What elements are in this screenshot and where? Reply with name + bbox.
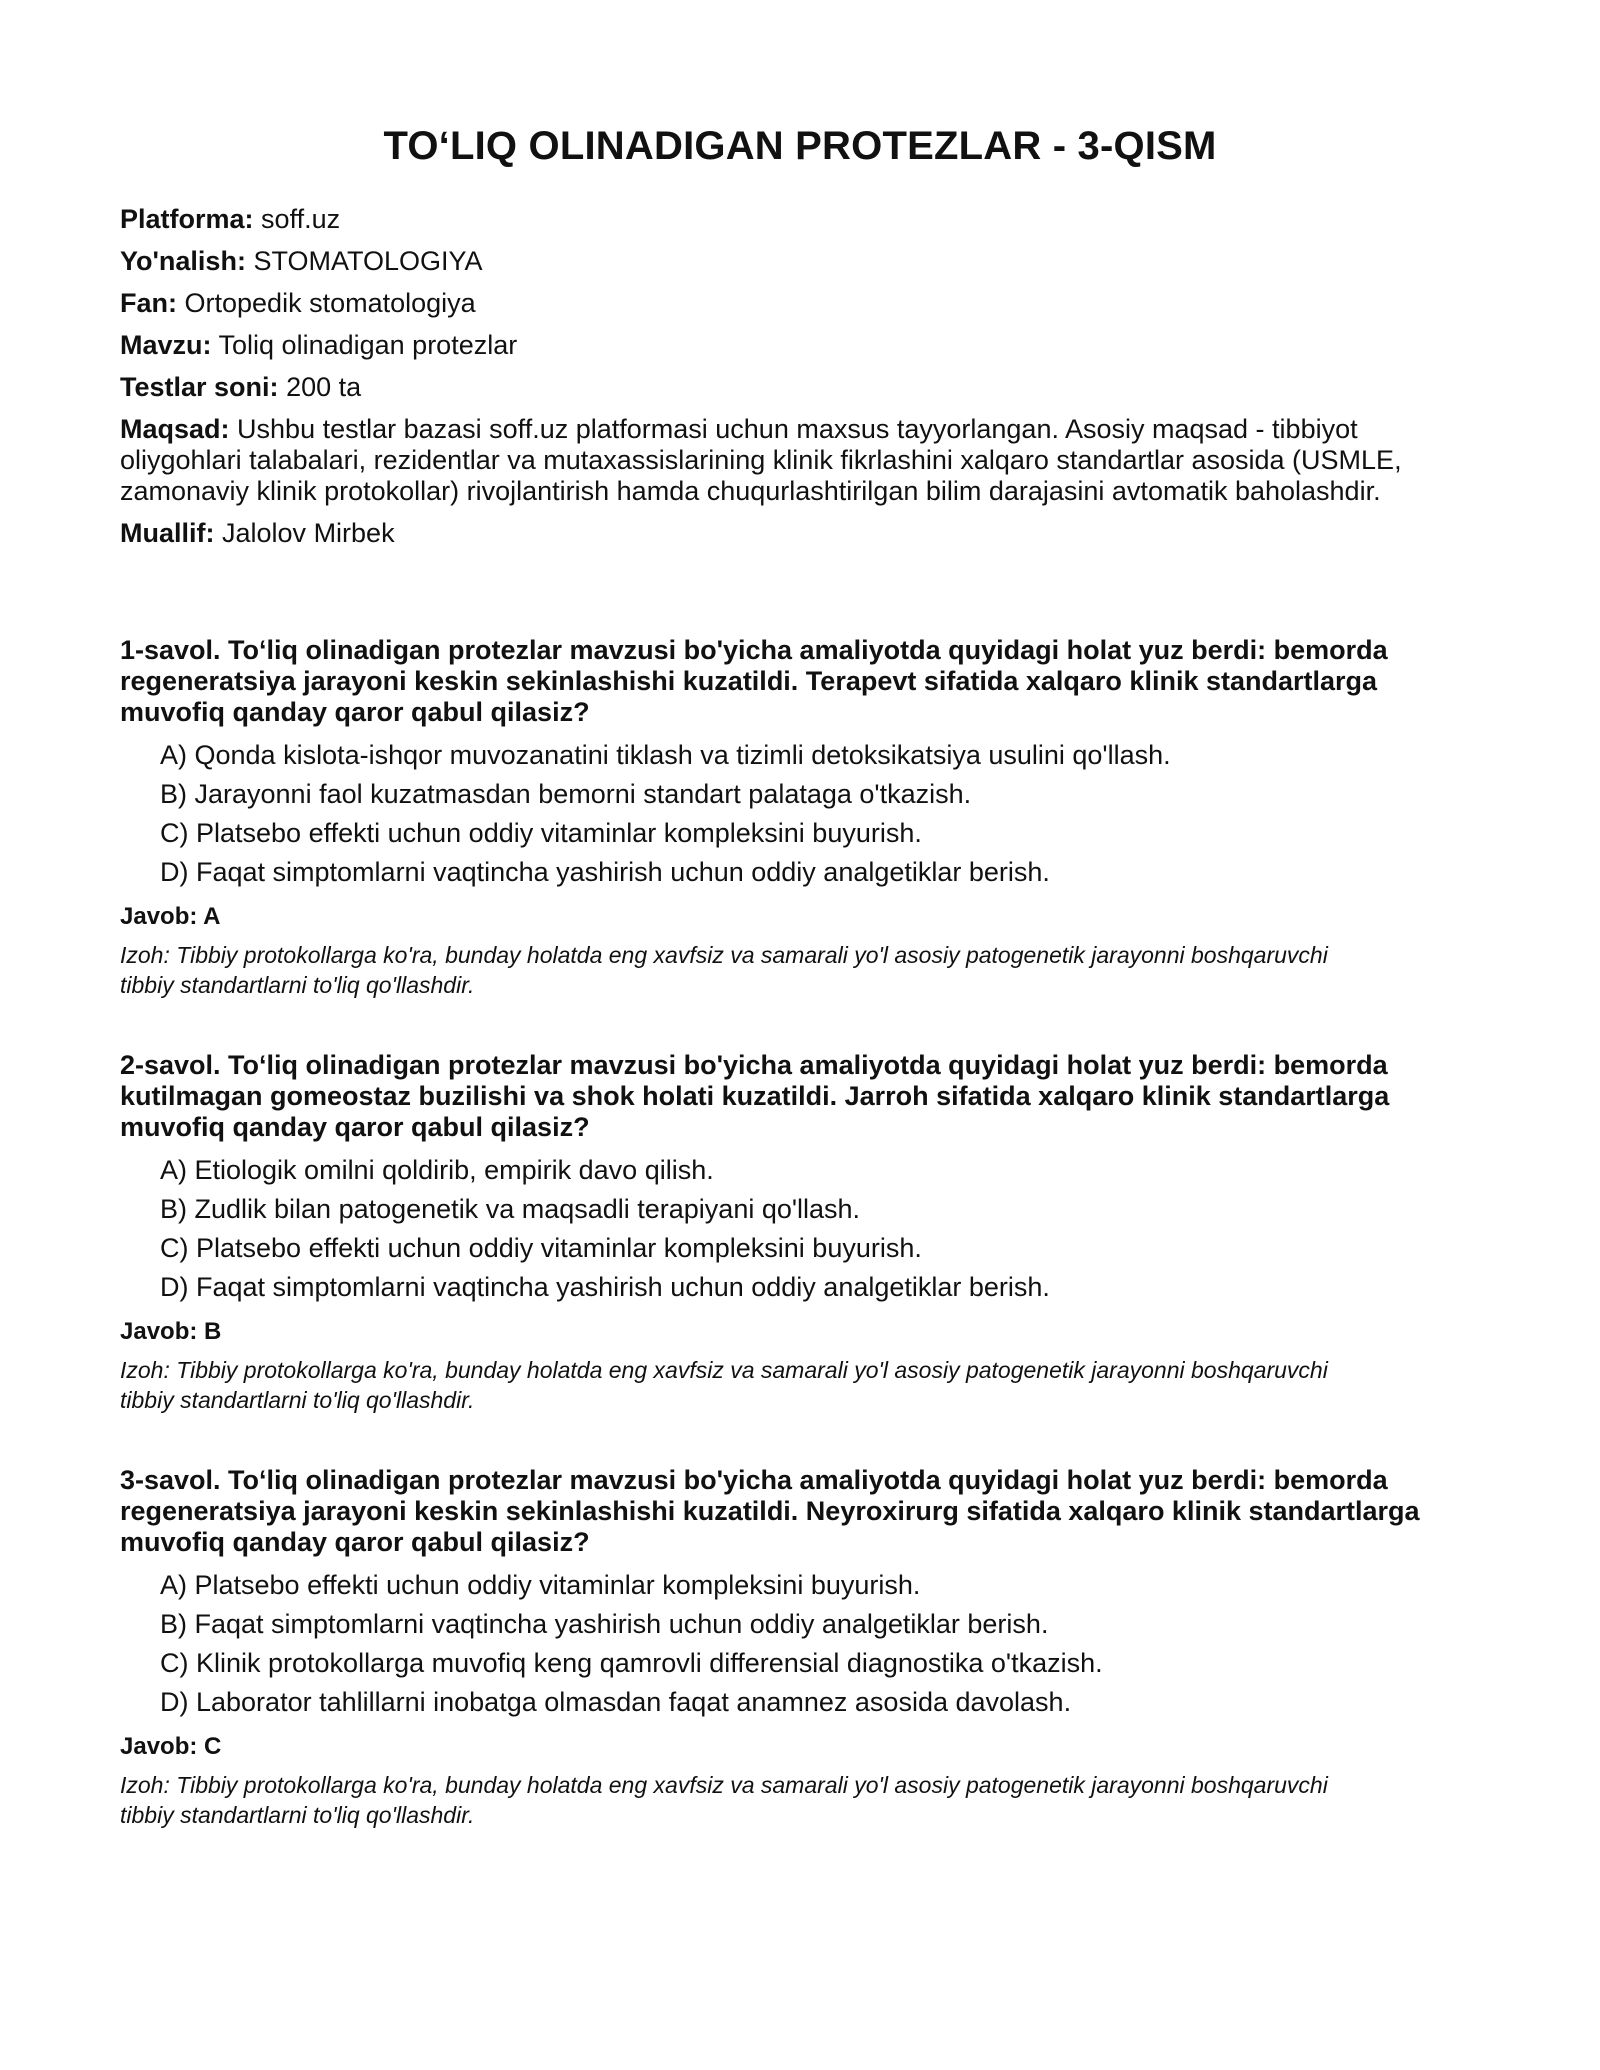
answer-option: C) Platsebo effekti uchun oddiy vitaminlar kompleksini buyurish. <box>160 1233 922 1263</box>
meta-key: Testlar soni: <box>120 372 279 402</box>
answer-explanation: Izoh: Tibbiy protokollarga ko'ra, bunday holatda eng xavfsiz va samarali yo'l asosiy patogenetik jarayonni boshqaruvchi tibbiy standartlarni to'liq qo'llashdir. <box>120 942 1328 998</box>
meta-value: Ortopedik stomatologiya <box>184 288 476 318</box>
correct-answer: Javob: A <box>120 903 221 930</box>
meta-key: Yo'nalish: <box>120 246 246 276</box>
page-title: TO‘LIQ OLINADIGAN PROTEZLAR - 3-QISM <box>383 124 1217 168</box>
meta-value: Ushbu testlar bazasi soff.uz platformasi uchun maxsus tayyorlangan. Asosiy maqsad - tibbiyot oliygohlari talabalari, rezidentlar va mutaxassislarining klinik fikrlashini xalqaro standartlar asosida (USMLE, zamonaviy klinik protokollar) rivojlantirish hamda chuqurlashtirilgan bilim darajasini avtomatik baholashdir. <box>120 414 1402 506</box>
answer-option: A) Platsebo effekti uchun oddiy vitaminlar kompleksini buyurish. <box>160 1570 921 1600</box>
correct-answer: Javob: C <box>120 1733 222 1760</box>
meta-value: Jalolov Mirbek <box>222 518 395 548</box>
meta-row-platform <box>120 204 1480 235</box>
meta-row-test-count <box>120 372 1480 403</box>
answer-options <box>120 1155 1480 1303</box>
meta-value: 200 ta <box>286 372 362 402</box>
meta-key: Mavzu: <box>120 330 212 360</box>
correct-answer: Javob: B <box>120 1318 222 1345</box>
meta-key: Platforma: <box>120 204 254 234</box>
question-text: 2-savol. To‘liq olinadigan protezlar mavzusi bo'yicha amaliyotda quyidagi holat yuz berdi: bemorda kutilmagan gomeostaz buzilishi va shok holati kuzatildi. Jarroh sifatida xalqaro klinik standartlarga muvofiq qanday qaror qabul qilasiz? <box>120 1050 1390 1142</box>
answer-explanation: Izoh: Tibbiy protokollarga ko'ra, bunday holatda eng xavfsiz va samarali yo'l asosiy patogenetik jarayonni boshqaruvchi tibbiy standartlarni to'liq qo'llashdir. <box>120 1772 1328 1828</box>
meta-key: Muallif: <box>120 518 215 548</box>
answer-option: D) Faqat simptomlarni vaqtincha yashirish uchun oddiy analgetiklar berish. <box>160 857 1050 887</box>
answer-option: D) Laborator tahlillarni inobatga olmasdan faqat anamnez asosida davolash. <box>160 1687 1072 1717</box>
question-item <box>120 1465 1480 1830</box>
meta-row-goal <box>120 414 1480 507</box>
answer-explanation: Izoh: Tibbiy protokollarga ko'ra, bunday holatda eng xavfsiz va samarali yo'l asosiy patogenetik jarayonni boshqaruvchi tibbiy standartlarni to'liq qo'llashdir. <box>120 1357 1328 1413</box>
question-item <box>120 1050 1480 1415</box>
answer-option: C) Klinik protokollarga muvofiq keng qamrovli differensial diagnostika o'tkazish. <box>160 1648 1103 1678</box>
answer-option: D) Faqat simptomlarni vaqtincha yashirish uchun oddiy analgetiklar berish. <box>160 1272 1050 1302</box>
answer-option: C) Platsebo effekti uchun oddiy vitaminlar kompleksini buyurish. <box>160 818 922 848</box>
meta-row-topic <box>120 330 1480 361</box>
meta-key: Maqsad: <box>120 414 230 444</box>
answer-options <box>120 740 1480 888</box>
meta-row-subject <box>120 288 1480 319</box>
meta-value: STOMATOLOGIYA <box>253 246 483 276</box>
answer-option: B) Zudlik bilan patogenetik va maqsadli terapiyani qo'llash. <box>160 1194 861 1224</box>
question-text: 3-savol. To‘liq olinadigan protezlar mavzusi bo'yicha amaliyotda quyidagi holat yuz berdi: bemorda regeneratsiya jarayoni keskin sekinlashishi kuzatildi. Neyroxirurg sifatida xalqaro klinik standartlarga muvofiq qanday qaror qabul qilasiz? <box>120 1465 1420 1557</box>
meta-row-author <box>120 518 1480 549</box>
meta-key: Fan: <box>120 288 177 318</box>
meta-row-direction <box>120 246 1480 277</box>
question-list <box>120 635 1480 1830</box>
meta-value: Toliq olinadigan protezlar <box>218 330 518 360</box>
answer-options <box>120 1570 1480 1718</box>
question-text: 1-savol. To‘liq olinadigan protezlar mavzusi bo'yicha amaliyotda quyidagi holat yuz berdi: bemorda regeneratsiya jarayoni keskin sekinlashishi kuzatildi. Terapevt sifatida xalqaro klinik standartlarga muvofiq qanday qaror qabul qilasiz? <box>120 635 1388 727</box>
answer-option: A) Qonda kislota-ishqor muvozanatini tiklash va tizimli detoksikatsiya usulini qo'llash. <box>160 740 1171 770</box>
answer-option: A) Etiologik omilni qoldirib, empirik davo qilish. <box>160 1155 714 1185</box>
answer-option: B) Faqat simptomlarni vaqtincha yashirish uchun oddiy analgetiklar berish. <box>160 1609 1049 1639</box>
question-item <box>120 635 1480 1000</box>
answer-option: B) Jarayonni faol kuzatmasdan bemorni standart palataga o'tkazish. <box>160 779 972 809</box>
meta-value: soff.uz <box>261 204 341 234</box>
document-metadata <box>120 204 1480 549</box>
